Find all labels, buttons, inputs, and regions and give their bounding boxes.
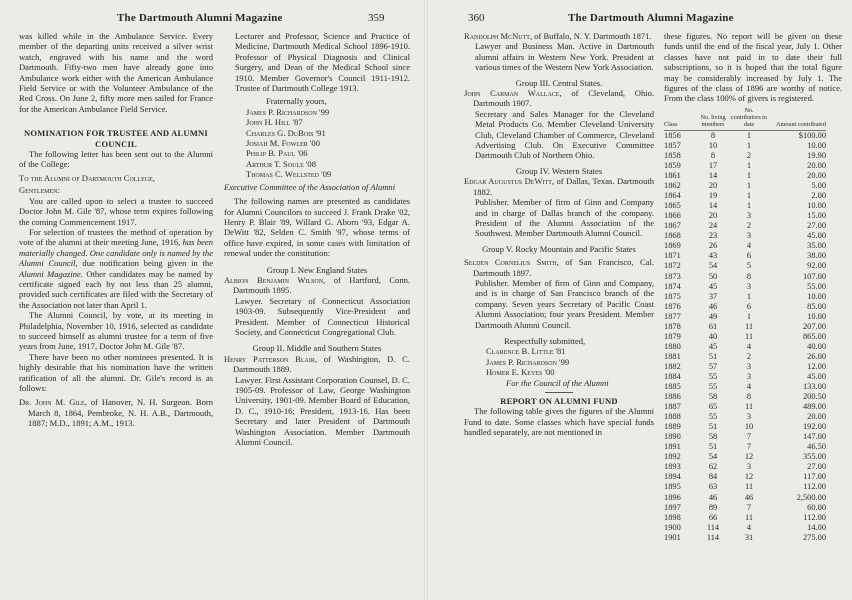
signatory-name: Arthur T. Soule '08 — [246, 158, 316, 169]
mcnutt-name: Randolph McNutt, of Buffalo, N. Y. Dartmouth 1871. — [464, 31, 652, 41]
wallace-description: Secretary and Sales Manager for the Cleveland Metal Products Co. Member Cleveland University Club, Cleveland Chamber of Commerce, Cleveland Advertising Club. On Executive Committee Dartmouth Club of Northern Ohio. — [475, 108, 654, 161]
table-cell: 1 — [746, 291, 752, 301]
table-cell: 92.00 — [807, 261, 826, 271]
table-cell: 55 — [708, 371, 718, 381]
table-cell: 45.00 — [807, 371, 826, 381]
table-cell: 89 — [708, 502, 718, 512]
table-cell: 14 — [708, 201, 718, 211]
table-row — [664, 211, 826, 221]
table-cell: 11 — [744, 402, 754, 412]
table-cell: 4 — [746, 522, 752, 532]
table-cell: 8 — [746, 392, 752, 402]
table-cell: 14 — [708, 171, 718, 181]
wilson-description: Lawyer. Secretary of Connecticut Association 1903-09. Subsequently Vice-President and President. Member of Connecticut Historical Society, and Connecticut Congregational Club. — [235, 295, 410, 337]
table-cell: 54 — [708, 452, 718, 462]
table-cell: 5 — [746, 261, 752, 271]
table-row — [664, 372, 826, 382]
right-page — [428, 0, 852, 600]
alumni-fund-intro: The following table gives the figures of the Alumni Fund to date. Some classes which have special funds handled separately, are not mentioned in — [464, 406, 654, 438]
table-cell: 11 — [744, 331, 754, 341]
table-cell: 51 — [708, 351, 718, 361]
table-cell: 8 — [746, 271, 752, 281]
table-cell: 1873 — [664, 271, 681, 281]
alumni-fund-heading: REPORT ON ALUMNI FUND — [500, 396, 618, 406]
table-cell: 865.00 — [802, 331, 826, 341]
table-cell: 1885 — [664, 382, 681, 392]
table-cell: 7 — [746, 432, 752, 442]
table-cell: 207.00 — [802, 321, 826, 331]
table-row — [664, 151, 826, 161]
ambulance-paragraph: was killed while in the Ambulance Service. Every member of the departing units received a silver wrist watch, engraved with his name and the word Dartmouth. Fifty-two men have already gone into Ambulance work either with the American Ambulance Field Service or with the Volunteer Ambulance of the Red Cross. On June 2, fifty more men sailed for France for the American Ambulance Field Service. — [19, 31, 213, 114]
wilson-name: Albion Benjamin Wilson, of Hartford, Conn. Dartmouth 1895. — [224, 274, 410, 296]
right-page-number: 360 — [468, 12, 485, 24]
table-cell: 26 — [708, 241, 718, 251]
table-cell: 1 — [746, 171, 752, 181]
table-cell: 133.00 — [802, 382, 826, 392]
table-cell: 3 — [746, 231, 752, 241]
left-page-number: 359 — [368, 12, 385, 24]
table-cell: 27.00 — [807, 462, 826, 472]
table-row — [664, 181, 826, 191]
table-row — [664, 292, 826, 302]
table-cell: 45 — [708, 341, 718, 351]
table-row — [664, 130, 826, 141]
wallace-name: John Carman Wallace, of Cleveland, Ohio. Dartmouth 1907. — [464, 88, 655, 109]
column-header: No. living members — [696, 107, 730, 131]
table-cell: 54 — [708, 261, 718, 271]
table-cell: 23 — [708, 231, 718, 241]
table-cell: 1864 — [664, 191, 681, 201]
table-cell: 1 — [746, 311, 752, 321]
fund-explanation: these figures. No report will be given on these funds until the end of the fiscal year, July 1. Other classes have not paid in to date their full subscriptions, so it is hoped that the total figure may be considerably increased by July 1. The figures of the class of 1896 are worthy of notice. From the class 100% of givers is registered. — [664, 31, 842, 104]
table-cell: 1 — [746, 140, 752, 150]
table-cell: 46 — [744, 492, 754, 502]
right-column-2 — [664, 31, 842, 543]
table-row — [664, 161, 826, 171]
letter-intro: The following letter has been sent out to the Alumni of the College: — [19, 149, 213, 170]
table-cell: 15.00 — [807, 211, 826, 221]
table-row — [664, 261, 826, 271]
mcnutt-description: Lawyer and Business Man. Active in Dartmouth alumni affairs in Western New York. President at various times of the Western New York Association. — [475, 41, 654, 73]
table-cell: 12 — [744, 472, 754, 482]
table-row — [664, 201, 826, 211]
table-cell: 1 — [746, 160, 752, 170]
table-cell: 10.00 — [807, 140, 826, 150]
table-cell: 114 — [706, 522, 720, 532]
table-cell: 275.00 — [802, 532, 826, 542]
table-row — [664, 171, 826, 181]
table-cell: 3 — [746, 281, 752, 291]
table-cell: 55 — [708, 412, 718, 422]
table-cell: 1857 — [664, 140, 681, 150]
right-running-header: The Dartmouth Alumni Magazine — [568, 12, 734, 24]
group-3-heading: Group III. Central States. — [515, 77, 603, 88]
table-row — [664, 523, 826, 533]
signatory-name: Philip B. Paul '06 — [246, 148, 308, 159]
table-row — [664, 462, 826, 472]
table-cell: 17 — [708, 160, 718, 170]
signatory-name: Homer E. Keyes '00 — [486, 367, 555, 378]
table-cell: 1881 — [664, 351, 681, 361]
table-cell: 60.00 — [807, 502, 826, 512]
table-cell: 38.00 — [807, 251, 826, 261]
table-cell: 355.00 — [802, 452, 826, 462]
table-cell: 1900 — [664, 522, 681, 532]
letter-address: To the Alumni of Dartmouth College, — [19, 172, 155, 183]
table-cell: 200.50 — [802, 392, 826, 402]
group-2-heading: Group II. Middle and Southern States — [252, 343, 382, 354]
left-running-header: The Dartmouth Alumni Magazine — [117, 12, 283, 24]
table-cell: 2.00 — [811, 191, 826, 201]
table-cell: 3 — [746, 361, 752, 371]
table-cell: 55.00 — [807, 281, 826, 291]
table-cell: 58 — [708, 392, 718, 402]
signatory-name: Clarence B. Little '81 — [486, 346, 566, 357]
candidates-intro: The following names are presented as candidates for Alumni Councilors to succeed J. Frank Drake '02, Henry P. Blair '89, Willard G. Aborn '93, Edgar A. DeWitt '82, Selden C. Smith '97, whose terms of office have expired, in some cases with limitation of renewal under the constitution: — [224, 196, 410, 259]
table-cell: 1882 — [664, 361, 681, 371]
table-cell: 1867 — [664, 221, 681, 231]
table-cell: 46 — [708, 301, 718, 311]
table-cell: 10.00 — [807, 291, 826, 301]
table-row — [664, 241, 826, 251]
table-cell: 3 — [746, 211, 752, 221]
table-cell: 3 — [746, 412, 752, 422]
table-cell: 112.00 — [803, 482, 826, 492]
signatory-name: James P. Richardson '99 — [486, 356, 570, 367]
table-cell: 1893 — [664, 462, 681, 472]
table-cell: 14.00 — [807, 522, 826, 532]
table-cell: 1891 — [664, 442, 681, 452]
table-cell: 1884 — [664, 371, 681, 381]
right-column-1 — [464, 31, 654, 438]
table-cell: 46.50 — [807, 442, 826, 452]
table-cell: 31 — [744, 532, 754, 542]
table-cell: 50 — [708, 271, 718, 281]
table-cell: 1871 — [664, 251, 681, 261]
table-row — [664, 322, 826, 332]
table-row — [664, 432, 826, 442]
table-row — [664, 282, 826, 292]
column-header: No. contributors to date — [730, 107, 768, 131]
table-cell: 19.90 — [807, 150, 826, 160]
table-cell: 1879 — [664, 331, 681, 341]
table-cell: 45 — [708, 281, 718, 291]
table-cell: 1894 — [664, 472, 681, 482]
table-cell: 63 — [708, 482, 718, 492]
table-cell: 10.00 — [807, 201, 826, 211]
letter-salutation: Gentlemen: — [19, 185, 60, 196]
group-1-heading: Group I. New England States — [266, 264, 368, 275]
selection-method-paragraph: For selection of trustees the method of operation by vote of the alumni at their meeting June, 1916, has been materially changed. One candidate only is named by the Alumni Council, due notification being given in the Alumni Magazine. Other candidates may be named by certificate signed each by not less than 25 alumni, provided such certificates are filed with the Secretary of the Association not later than April 1. — [19, 226, 214, 310]
table-cell: 51 — [708, 442, 718, 452]
table-cell: 2 — [746, 221, 752, 231]
table-row — [664, 402, 826, 412]
group-4-heading: Group IV. Western States — [515, 165, 603, 176]
table-cell: 11 — [744, 482, 754, 492]
table-cell: 1865 — [664, 201, 681, 211]
table-row — [664, 272, 826, 282]
table-row — [664, 342, 826, 352]
table-cell: 57 — [708, 361, 718, 371]
table-cell: 11 — [744, 321, 754, 331]
table-cell: 49 — [708, 311, 718, 321]
table-cell: 12.00 — [807, 361, 826, 371]
table-cell: 1859 — [664, 160, 681, 170]
table-cell: 1895 — [664, 482, 681, 492]
trustee-paragraph: You are called upon to select a trustee to succeed Doctor John M. Gile '87, whose term expires following the coming Commencement 1917. — [19, 195, 213, 227]
table-row — [664, 141, 826, 151]
table-cell: 1888 — [664, 412, 681, 422]
table-row — [664, 482, 826, 492]
table-row — [664, 513, 826, 523]
left-column-2 — [224, 31, 410, 447]
signatory-list — [224, 107, 410, 180]
gile-record: Dr. John M. Gile, of Hanover, N. H. Surgeon. Born March 8, 1864, Pembroke, N. H. A.B., Dartmouth, 1887; M.D., 1891; A.M., 1913. — [19, 397, 213, 429]
table-row — [664, 302, 826, 312]
table-row — [664, 382, 826, 392]
table-cell: 1901 — [664, 532, 681, 542]
table-cell: 8 — [710, 150, 716, 160]
table-cell: 26.00 — [807, 351, 826, 361]
table-cell: 7 — [746, 502, 752, 512]
column-header: Amount contributed — [768, 107, 826, 131]
table-row — [664, 493, 826, 503]
table-cell: 4 — [746, 241, 752, 251]
table-cell: 35.00 — [807, 241, 826, 251]
table-cell: 8 — [710, 130, 716, 140]
table-cell: 1869 — [664, 241, 681, 251]
table-cell: 147.00 — [802, 432, 826, 442]
table-cell: 65 — [708, 402, 718, 412]
left-page — [0, 0, 424, 600]
alumni-fund-table — [664, 107, 826, 543]
table-cell: 1890 — [664, 432, 681, 442]
table-row — [664, 412, 826, 422]
table-cell: 55 — [708, 382, 718, 392]
table-cell: 3 — [746, 371, 752, 381]
table-cell: 85.00 — [807, 301, 826, 311]
table-cell: 1875 — [664, 291, 681, 301]
table-cell: 20.00 — [807, 412, 826, 422]
table-cell: 1880 — [664, 341, 681, 351]
council-signer-list — [464, 346, 654, 377]
table-cell: 10.00 — [807, 311, 826, 321]
table-cell: 192.00 — [802, 422, 826, 432]
table-cell: 1876 — [664, 301, 681, 311]
table-cell: 6 — [746, 301, 752, 311]
table-row — [664, 312, 826, 322]
table-cell: 43 — [708, 251, 718, 261]
table-cell: 1 — [746, 191, 752, 201]
table-header-row — [664, 107, 826, 131]
section-rule — [545, 392, 573, 393]
table-cell: 2 — [746, 351, 752, 361]
table-row — [664, 221, 826, 231]
signatory-name: Charles G. DuBois '91 — [246, 127, 326, 138]
respectfully-submitted: Respectfully submitted, — [504, 335, 586, 346]
table-cell: 10 — [708, 140, 718, 150]
table-cell: 20 — [708, 211, 718, 221]
table-row — [664, 503, 826, 513]
group-5-heading: Group V. Rocky Mountain and Pacific States — [482, 243, 636, 254]
table-cell: 1889 — [664, 422, 681, 432]
table-cell: 62 — [708, 462, 718, 472]
table-cell: 6 — [746, 251, 752, 261]
table-cell: 1886 — [664, 392, 681, 402]
table-cell: 1878 — [664, 321, 681, 331]
table-cell: 10 — [744, 422, 754, 432]
table-cell: 1892 — [664, 452, 681, 462]
closing: Fraternally yours, — [266, 96, 327, 107]
table-cell: 12 — [744, 452, 754, 462]
table-cell: 114 — [706, 532, 720, 542]
no-other-nominees-paragraph: There have been no other nominees presented. It is highly desirable that his nomination have the written ratification of all the alumni. Dr. Gile's record is as follows: — [19, 351, 213, 393]
table-cell: 46 — [708, 492, 718, 502]
dewitt-description: Publisher. Member of firm of Ginn and Company and in charge of Dallas branch of the company. President of the Alumni Association of the Southwest. Member Dartmouth Alumni Council. — [475, 197, 654, 239]
table-cell: $100.00 — [798, 130, 826, 140]
table-cell: 117.00 — [803, 472, 826, 482]
table-cell: 2,500.00 — [796, 492, 826, 502]
table-cell: 1896 — [664, 492, 681, 502]
table-cell: 1858 — [664, 150, 681, 160]
table-cell: 20.00 — [807, 160, 826, 170]
blair-name: Henry Patterson Blair, of Washington, D. C. Dartmouth 1889. — [224, 353, 410, 375]
table-row — [664, 352, 826, 362]
table-row — [664, 442, 826, 452]
table-cell: 5.00 — [811, 181, 826, 191]
table-cell: 1856 — [664, 130, 681, 140]
table-row — [664, 191, 826, 201]
table-cell: 1862 — [664, 181, 681, 191]
table-cell: 7 — [746, 442, 752, 452]
table-row — [664, 422, 826, 432]
table-cell: 1898 — [664, 512, 681, 522]
blair-description: Lawyer. First Assistant Corporation Counsel, D. C. 1905-09. Professor of Law, George Washington University, 1901-09. Member Board of Education, D. C., 1910-16; President, 1913-16. Has been Secretary and later President of Dartmouth Washington Association. Member Dartmouth Alumni Council. — [235, 374, 410, 448]
table-cell: 1866 — [664, 211, 681, 221]
table-cell: 107.00 — [802, 271, 826, 281]
table-cell: 112.00 — [803, 512, 826, 522]
table-cell: 20.00 — [807, 171, 826, 181]
table-cell: 1861 — [664, 171, 681, 181]
table-cell: 20 — [708, 181, 718, 191]
nomination-heading: NOMINATION FOR TRUSTEE AND ALUMNI COUNCIL — [24, 128, 208, 149]
council-vote-paragraph: The Alumni Council, by vote, at its meeting in Philadelphia, November 10, 1916, selected as candidate to succeed himself as alumni trustee for a term of five years from June, 1917, Doctor John M. Gile '87. — [19, 310, 213, 352]
left-column-1 — [19, 31, 213, 429]
table-row — [664, 452, 826, 462]
table-cell: 4 — [746, 382, 752, 392]
smith-name: Selden Cornelius Smith, of San Francisco, Cal. Dartmouth 1897. — [464, 257, 654, 278]
table-cell: 24 — [708, 221, 718, 231]
table-cell: 11 — [744, 512, 754, 522]
table-cell: 1 — [746, 130, 752, 140]
table-row — [664, 472, 826, 482]
table-cell: 1 — [746, 201, 752, 211]
table-cell: 1872 — [664, 261, 681, 271]
executive-committee: Executive Committee of the Association of Alumni — [224, 181, 396, 192]
dewitt-name: Edgar Augustus DeWitt, of Dallas, Texas. Dartmouth 1882. — [464, 176, 654, 197]
signatory-name: James P. Richardson '99 — [246, 106, 330, 117]
table-row — [664, 251, 826, 261]
table-row — [664, 392, 826, 402]
table-row — [664, 533, 826, 543]
table-cell: 4 — [746, 341, 752, 351]
table-cell: 45.00 — [807, 231, 826, 241]
table-cell: 1868 — [664, 231, 681, 241]
table-cell: 1874 — [664, 281, 681, 291]
table-cell: 27.00 — [807, 221, 826, 231]
table-cell: 489.00 — [802, 402, 826, 412]
table-cell: 51 — [708, 422, 718, 432]
table-cell: 61 — [708, 321, 718, 331]
table-cell: 3 — [746, 462, 752, 472]
table-cell: 58 — [708, 432, 718, 442]
table-cell: 40 — [708, 331, 718, 341]
table-row — [664, 332, 826, 342]
table-cell: 1 — [746, 181, 752, 191]
table-cell: 1897 — [664, 502, 681, 512]
smith-description: Publisher. Member of firm of Ginn and Company, and is in charge of San Francisco branch of the company. Seven years Secretary of Pacific Coast Alumni Association; four years President. Member Dartmouth Alumni Council. — [475, 277, 654, 330]
table-cell: 1877 — [664, 311, 681, 321]
table-body — [664, 130, 826, 542]
signatory-name: Thomas C. Wellsted '09 — [246, 169, 332, 180]
table-cell: 37 — [708, 291, 718, 301]
table-cell: 1887 — [664, 402, 681, 412]
signatory-name: John H. Hill '87 — [246, 117, 303, 128]
table-row — [664, 362, 826, 372]
table-cell: 2 — [746, 150, 752, 160]
column-header: Class — [664, 107, 696, 131]
table-cell: 66 — [708, 512, 718, 522]
council-signature-line: For the Council of the Alumni — [506, 377, 609, 388]
table-cell: 40.00 — [807, 341, 826, 351]
table-row — [664, 231, 826, 241]
signatory-name: Josiah M. Fowler '00 — [246, 138, 320, 149]
table-cell: 84 — [708, 472, 718, 482]
table-cell: 19 — [708, 191, 718, 201]
gile-career: Lecturer and Professor, Science and Practice of Medicine, Dartmouth Medical School 1896-1910. Professor of Physical Diagnosis and Clinical Surgery, and Dean of the Medical School since 1910. Member Governor's Council 1911-1912. Trustee of Dartmouth College 1913. — [235, 31, 410, 94]
